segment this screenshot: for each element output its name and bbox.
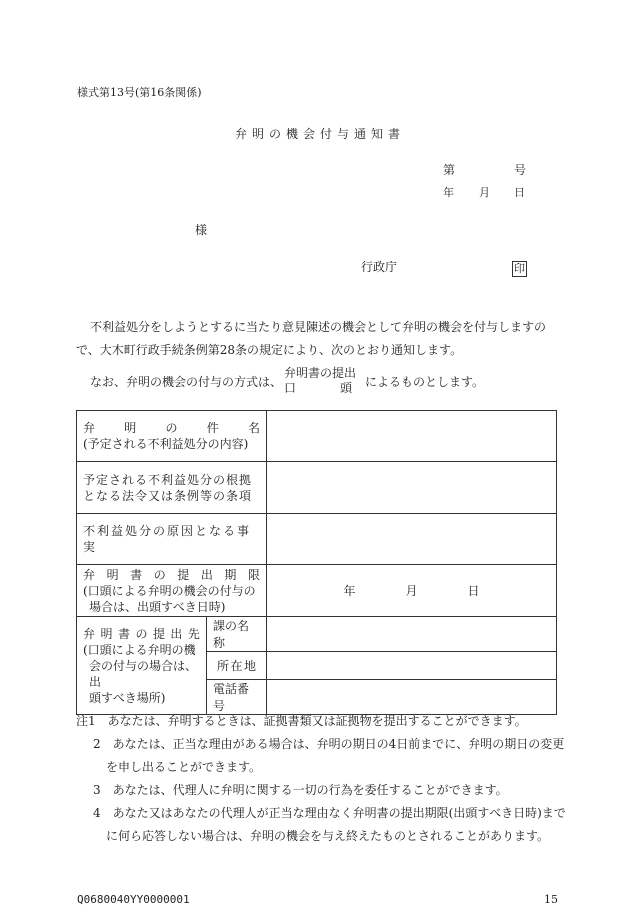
note-3: 3 あなたは、代理人に弁明に関する一切の行為を委任することができます。: [93, 783, 508, 797]
label-submit-destination: 弁 明 書 の 提 出 先 (口頭による弁明の機 会の付与の場合は、出 頭すべき場所): [77, 617, 207, 715]
body-paragraph-line1: 不利益処分をしようとするに当たり意見陳述の機会として弁明の機会を付与しますの: [90, 320, 547, 334]
deadline-year: 年: [343, 584, 356, 598]
deadline-day: 日: [467, 584, 480, 598]
date-day: 日: [514, 186, 525, 199]
cause-facts-value: [267, 514, 557, 565]
label-case-name: [77, 411, 267, 462]
document-title: 弁明の機会付与通知書: [235, 127, 406, 141]
case-name-label: 弁 明 の 件 名: [83, 421, 260, 435]
note-1: 注1 あなたは、弁明するときは、証拠書類又は証拠物を提出することができます。: [76, 714, 527, 728]
table-row-deadline: [77, 565, 557, 617]
note-4: 4 あなた又はあなたの代理人が正当な理由なく弁明書の提出期限(出頭すべき日時)までに何ら応答しない場合は、弁明の機会を与え終えたものとされることがあります。: [93, 806, 566, 843]
note-2: 2 あなたは、正当な理由がある場合は、弁明の期日の4日前までに、弁明の期日の変更を申し出ることができます。: [93, 737, 565, 774]
case-name-sublabel: (予定される不利益処分の内容): [83, 437, 249, 451]
deadline-value: [267, 565, 557, 617]
doc-number-dai: 第: [443, 163, 456, 177]
label-phone: 電話番号: [207, 680, 267, 715]
doc-number-go: 号: [514, 163, 527, 177]
footer-code: Q0680040YY0000001: [77, 893, 190, 906]
label-office-name: 課の名称: [207, 617, 267, 652]
method-prefix: なお、弁明の機会の付与の方式は、: [90, 375, 283, 389]
label-cause-facts: 不利益処分の原因となる事実: [77, 514, 267, 565]
office-name-value: [267, 617, 557, 652]
recipient-suffix: 様: [195, 223, 208, 237]
issuer-name: 行政庁: [361, 260, 398, 274]
method-option-oral: 口 頭: [284, 381, 353, 395]
address-value: [267, 652, 557, 680]
date-month: 月: [479, 186, 490, 199]
case-name-value: [267, 411, 557, 462]
form-number: 様式第13号(第16条関係): [77, 86, 202, 99]
label-deadline: 弁 明 書 の 提 出 期 限 (口頭による弁明の機会の付与の 場合は、出頭すべき日時): [77, 565, 267, 617]
method-options: [284, 366, 356, 396]
label-legal-basis: 予定される不利益処分の根拠 となる法令又は条例等の条項: [77, 462, 267, 514]
page-number: 15: [544, 893, 558, 906]
method-option-written: 弁明書の提出: [284, 366, 357, 380]
method-suffix: によるものとします。: [365, 375, 485, 389]
table-row-case-name: [77, 411, 557, 462]
notes-section: [76, 710, 566, 848]
legal-basis-value: [267, 462, 557, 514]
notice-table: [76, 410, 557, 715]
table-row-legal-basis: [77, 462, 557, 514]
body-paragraph-line2: で、大木町行政手続条例第28条の規定により、次のとおり通知します。: [76, 343, 463, 357]
label-address: 所 在 地: [207, 652, 267, 680]
seal-mark: 印: [514, 262, 525, 275]
date-year: 年: [443, 186, 454, 199]
table-row-submit-office: [77, 617, 557, 652]
table-row-cause-facts: [77, 514, 557, 565]
deadline-month: 月: [405, 584, 418, 598]
